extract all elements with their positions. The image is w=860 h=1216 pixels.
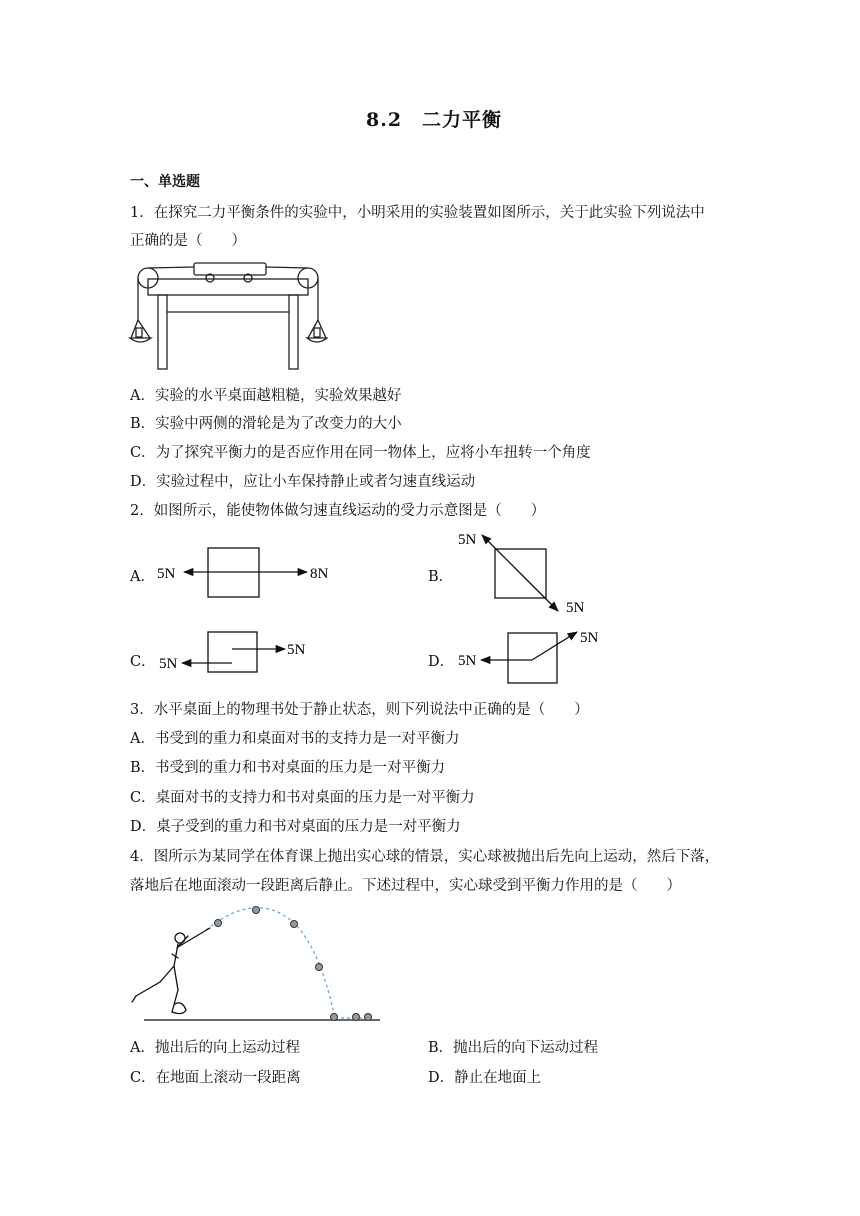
q2-b-bottom-force: 5N xyxy=(566,600,585,616)
q4-option-c: C．在地面上滚动一段距离 xyxy=(130,1070,301,1086)
q2-figure-d xyxy=(450,624,610,684)
q2-c-right-force: 5N xyxy=(287,642,306,658)
q3-option-c: C．桌面对书的支持力和书对桌面的压力是一对平衡力 xyxy=(130,790,475,806)
q3-option-a: A．书受到的重力和桌面对书的支持力是一对平衡力 xyxy=(130,731,460,747)
q1-option-c: C．为了探究平衡力的是否应作用在同一物体上，应将小车扭转一个角度 xyxy=(130,445,591,461)
q2-c-left-force: 5N xyxy=(159,656,178,672)
q2-a-right-force: 8N xyxy=(310,566,329,582)
q2-label-c: C． xyxy=(130,654,156,670)
q2-a-left-force: 5N xyxy=(157,566,176,582)
page-title: 8.2 二力平衡 xyxy=(366,109,503,131)
q1-stem-line2: 正确的是（ ） xyxy=(130,233,246,249)
q2-b-top-force: 5N xyxy=(458,532,477,548)
q3-option-d: D．桌子受到的重力和书对桌面的压力是一对平衡力 xyxy=(130,819,461,835)
section-heading: 一、单选题 xyxy=(130,174,200,190)
q3-stem: 3．水平桌面上的物理书处于静止状态，则下列说法中正确的是（ ） xyxy=(130,702,589,718)
q1-stem-line1: 1．在探究二力平衡条件的实验中，小明采用的实验装置如图所示，关于此实验下列说法中 xyxy=(130,205,705,221)
q2-label-a: A． xyxy=(130,569,155,585)
q1-option-a: A．实验的水平桌面越粗糙，实验效果越好 xyxy=(130,388,402,404)
q4-stem-line2: 落地后在地面滚动一段距离后静止。下述过程中，实心球受到平衡力作用的是（ ） xyxy=(130,878,681,894)
q1-apparatus-figure xyxy=(128,258,328,378)
q2-d-left-force: 5N xyxy=(458,653,477,669)
q2-figure-c xyxy=(150,628,350,678)
q4-throw-figure xyxy=(128,900,388,1025)
q4-option-b: B．抛出后的向下运动过程 xyxy=(428,1040,599,1056)
q4-option-a: A．抛出后的向上运动过程 xyxy=(130,1040,300,1056)
q1-option-d: D．实验过程中，应让小车保持静止或者匀速直线运动 xyxy=(130,474,476,490)
q4-stem-line1: 4．图所示为某同学在体育课上抛出实心球的情景，实心球被抛出后先向上运动，然后下落， xyxy=(130,849,720,865)
q4-option-d: D．静止在地面上 xyxy=(428,1070,542,1086)
q1-option-b: B．实验中两侧的滑轮是为了改变力的大小 xyxy=(130,416,402,432)
q3-option-b: B．书受到的重力和书对桌面的压力是一对平衡力 xyxy=(130,760,446,776)
q2-d-right-force: 5N xyxy=(580,630,599,646)
q2-label-d: D． xyxy=(428,654,455,670)
q2-figure-a xyxy=(150,540,350,600)
q2-label-b: B． xyxy=(428,569,454,585)
q2-stem: 2．如图所示，能使物体做匀速直线运动的受力示意图是（ ） xyxy=(130,503,546,519)
q2-figure-b xyxy=(450,526,600,621)
